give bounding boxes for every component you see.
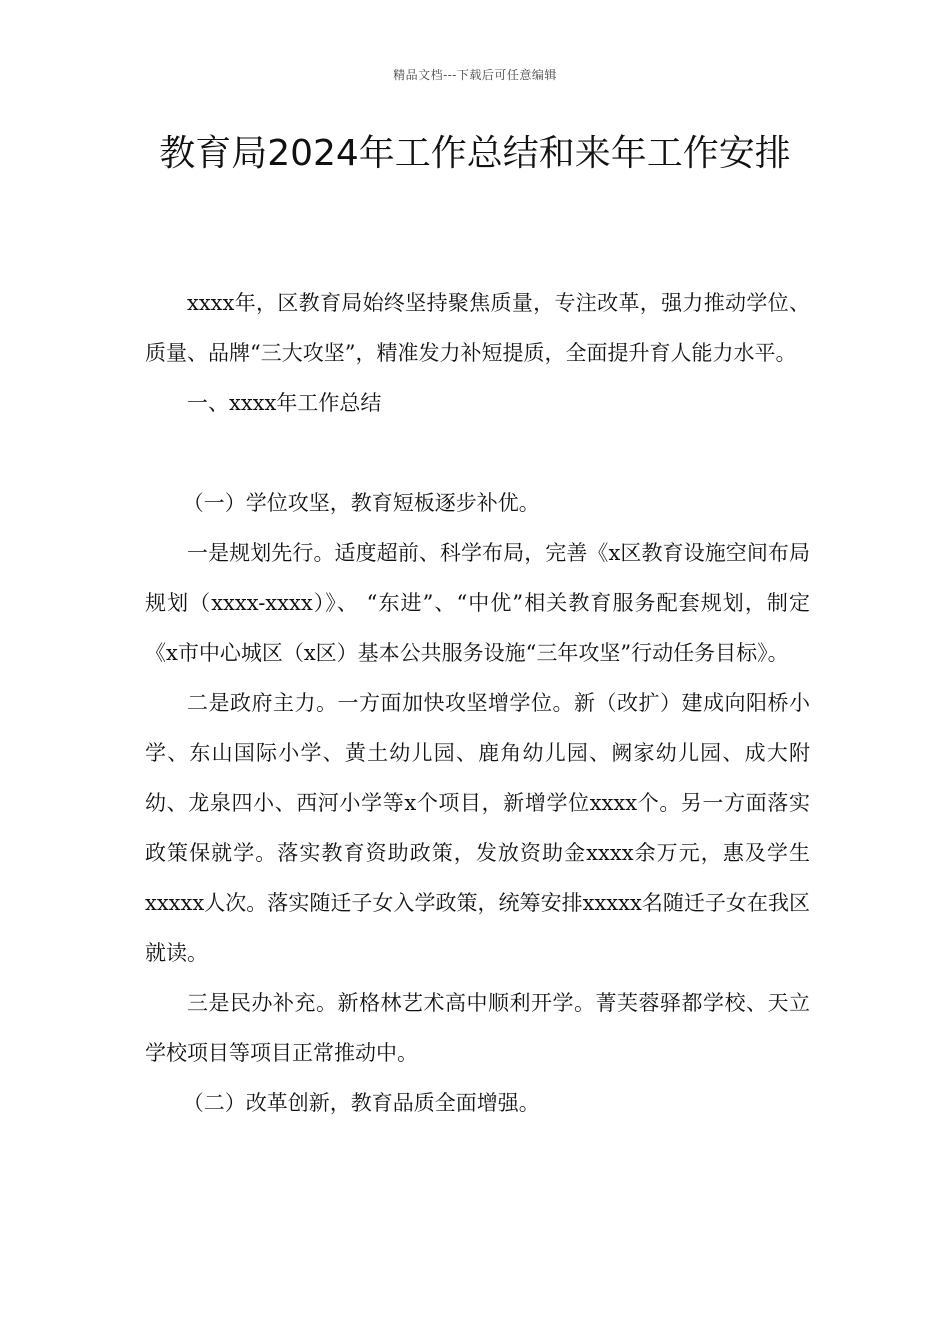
document-title: 教育局2024年工作总结和来年工作安排 — [159, 133, 791, 174]
section-heading: 一、xxxx年工作总结 — [187, 391, 382, 415]
document-body — [145, 278, 810, 1128]
paragraph-government: 二是政府主力。一方面加快攻坚增学位。新（改扩）建成向阳桥小学、东山国际小学、黄土幼儿园、鹿角幼儿园、阙家幼儿园、成大附幼、龙泉四小、西河小学等x个项目，新增学位xxxx个。另一方面落实政策保就学。落实教育资助政策，发放资助金xxxx余万元，惠及学生xxxxx人次。落实随迁子女入学政策，统筹安排xxxxx名随迁子女在我区就读。 — [145, 691, 810, 965]
subsection-heading-1: （一）学位攻坚，教育短板逐步补优。 — [182, 491, 540, 515]
blank-line — [145, 428, 810, 478]
paragraph-planning: 一是规划先行。适度超前、科学布局，完善《x区教育设施空间布局规划（xxxx-xxxx）》、 “东进”、“中优”相关教育服务配套规划，制定《x市中心城区（x区）基本公共服务设施“三年攻坚”行动任务目标》。 — [145, 541, 810, 665]
header-note: 精品文档---下载后可任意编辑 — [393, 68, 557, 82]
subsection-heading-2: （二）改革创新，教育品质全面增强。 — [182, 1091, 540, 1115]
intro-paragraph: xxxx年，区教育局始终坚持聚焦质量，专注改革，强力推动学位、质量、品牌“三大攻坚”，精准发力补短提质，全面提升育人能力水平。 — [145, 291, 810, 365]
paragraph-private: 三是民办补充。新格林艺术高中顺利开学。菁芙蓉驿都学校、天立学校项目等项目正常推动中。 — [145, 991, 810, 1065]
